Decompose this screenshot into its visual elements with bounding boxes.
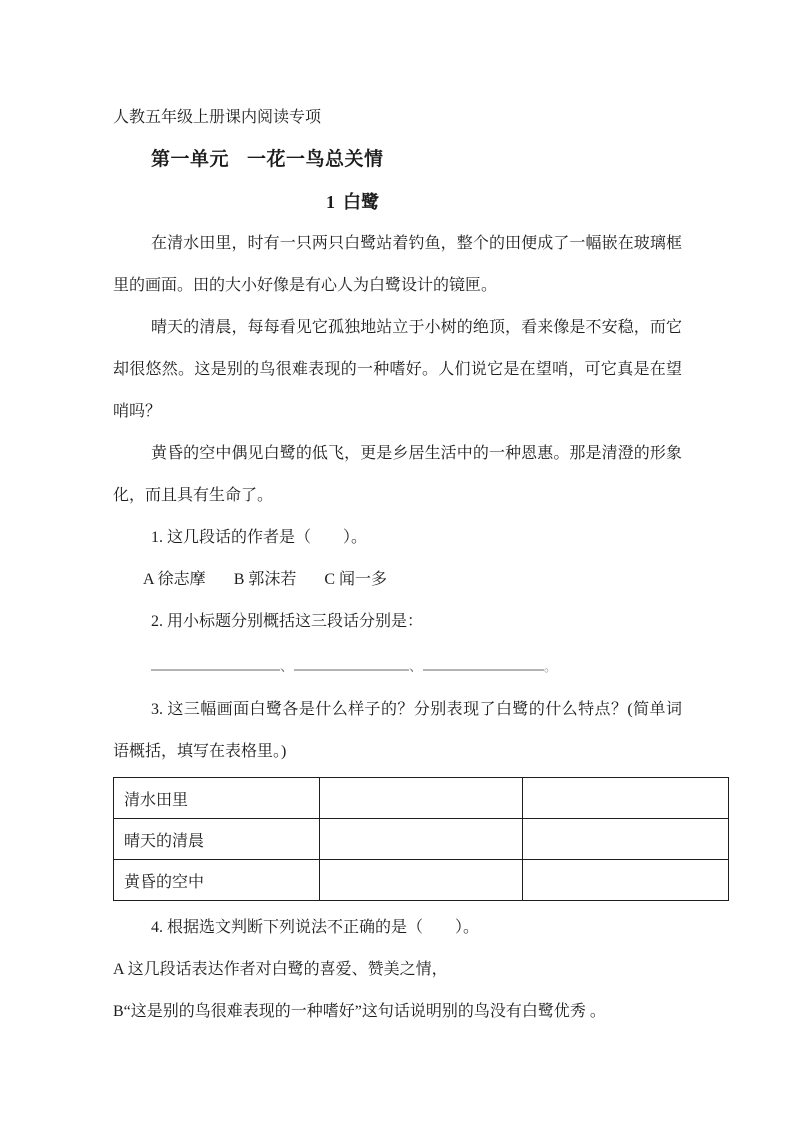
table-cell-empty	[523, 860, 729, 901]
table-cell-empty	[320, 778, 523, 819]
answer-blank-3	[423, 643, 544, 671]
unit-title: 一花一鸟总关情	[247, 149, 384, 170]
table-row	[114, 819, 729, 860]
unit-heading	[113, 139, 682, 181]
table-row-label: 晴天的清晨	[114, 819, 320, 860]
table-cell-empty	[523, 778, 729, 819]
question-2: 2. 用小标题分别概括这三段话分别是：	[151, 613, 424, 630]
question-3: 3. 这三幅画面白鹭各是什么样子的？分别表现了白鹭的什么特点？(简单词语概括，填写在表格里。)	[113, 701, 682, 760]
q1-option-c: C 闻一多	[324, 571, 388, 588]
blank-terminator: 。	[544, 659, 558, 674]
passage-paragraph-2: 晴天的清晨，每每看见它孤独地站立于小树的绝顶，看来像是不安稳，而它却很悠然。这是别的鸟很难表现的一种嗜好。人们说它是在望哨，可它真是在望哨吗？	[113, 319, 682, 420]
blank-separator-2: 、	[409, 660, 423, 675]
table-row-label: 清水田里	[114, 778, 320, 819]
q1-option-b: B 郭沫若	[233, 571, 297, 588]
table-row	[114, 860, 729, 901]
lesson-number: 1	[326, 192, 335, 212]
question-3-answer-table	[113, 777, 729, 901]
table-row-label: 黄昏的空中	[114, 860, 320, 901]
doc-header: 人教五年级上册课内阅读专项	[113, 109, 322, 126]
q1-option-a: A 徐志摩	[143, 571, 206, 588]
unit-label: 第一单元	[151, 149, 230, 170]
passage-paragraph-3: 黄昏的空中偶见白鹭的低飞，更是乡居生活中的一种恩惠。那是清澄的形象化，而且具有生命了。	[113, 445, 682, 504]
answer-blank-1	[151, 643, 280, 671]
lesson-heading	[113, 181, 682, 223]
question-1-options	[143, 559, 682, 601]
answer-blank-2	[294, 643, 409, 671]
table-cell-empty	[320, 819, 523, 860]
question-2-answer-blanks	[113, 643, 682, 689]
table-row	[114, 778, 729, 819]
passage-paragraph-1: 在清水田里，时有一只两只白鹭站着钓鱼，整个的田便成了一幅嵌在玻璃框里的画面。田的大小好像是有心人为白鹭设计的镜匣。	[113, 235, 682, 294]
q4-option-a: A 这几段话表达作者对白鹭的喜爱、赞美之情，	[113, 961, 448, 978]
q4-option-b: B“这是别的鸟很难表现的一种嗜好”这句话说明别的鸟没有白鹭优秀 。	[113, 1003, 606, 1020]
question-4: 4. 根据选文判断下列说法不正确的是（ ）。	[151, 919, 480, 936]
lesson-title: 白鹭	[343, 192, 379, 212]
table-cell-empty	[523, 819, 729, 860]
blank-separator-1: 、	[280, 660, 294, 675]
table-cell-empty	[320, 860, 523, 901]
question-1: 1. 这几段话的作者是（ ）。	[151, 529, 368, 546]
